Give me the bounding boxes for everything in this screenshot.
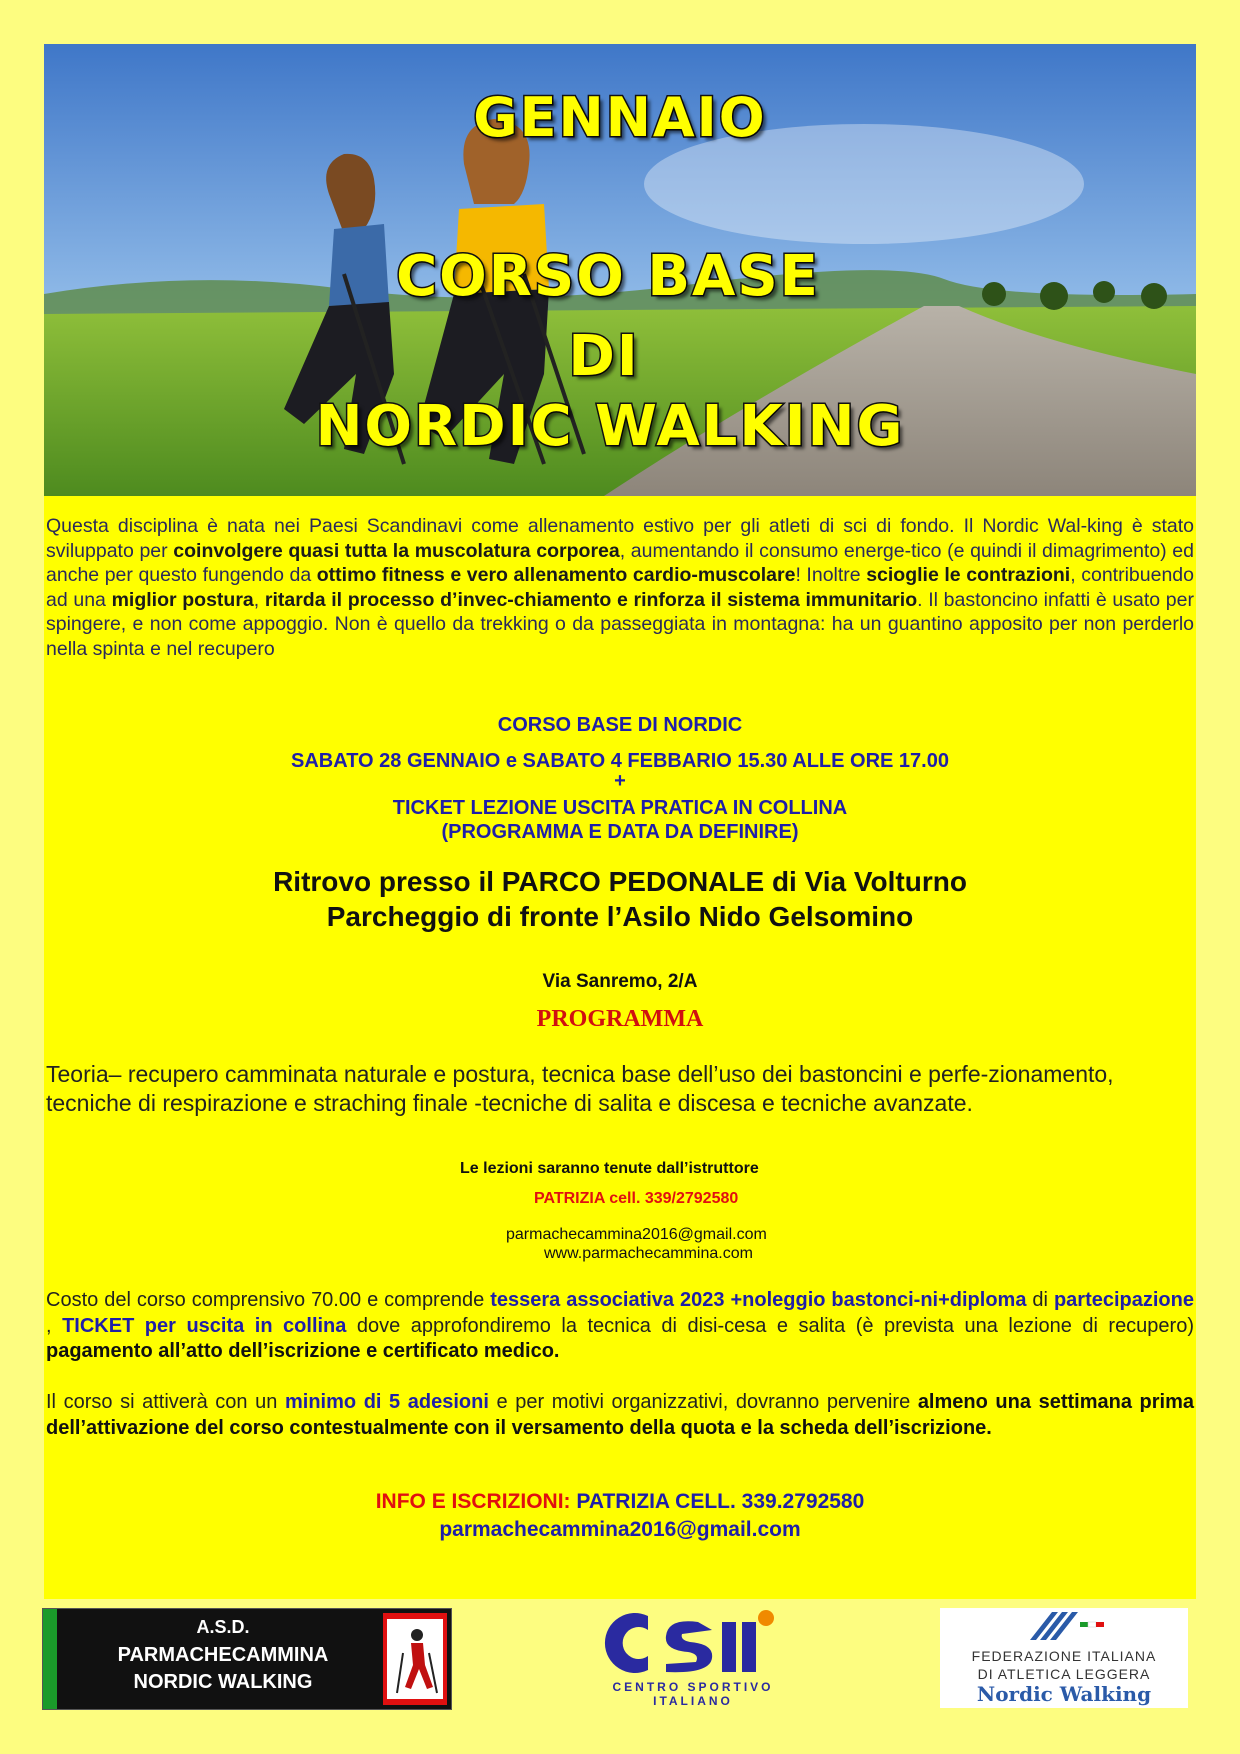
meeting-address: Via Sanremo, 2/A — [542, 971, 698, 992]
fidal-line2: DI ATLETICA LEGGERA — [977, 1666, 1151, 1682]
intro-text: , aumentando il consumo energe-tico (e quindi il dimagrimento) ed anche per questo fungendo da — [46, 539, 1195, 586]
csi-emblem-icon — [588, 1608, 788, 1678]
activation-bold: almeno una settimana prima dell’attivazione del corso contestualmente con il versamento della quota e la scheda dell’iscrizione. — [46, 1391, 1194, 1439]
info-line — [44, 1490, 1196, 1514]
activation-text: Il corso si attiverà con un — [46, 1391, 285, 1413]
cost-text: dove approfondiremo la tecnica di disi-cesa e salita (è prevista una lezione di recupero) — [346, 1314, 1194, 1337]
activation-paragraph — [46, 1390, 1194, 1441]
instructor-website: www.parmachecammina.com — [544, 1245, 753, 1262]
hero-title-month: GENNAIO — [473, 86, 767, 149]
cost-highlight: TICKET per uscita in collina — [62, 1314, 347, 1337]
programma-heading: PROGRAMMA — [536, 1006, 704, 1032]
asd-line2: PARMACHECAMMINA — [117, 1644, 329, 1666]
intro-text: ! Inoltre — [795, 564, 867, 586]
intro-bold: ritarda il processo d’invec-chiamento e rinforza il sistema immunitario — [264, 588, 918, 611]
hero-banner — [44, 44, 1196, 496]
italian-flag-stripe — [43, 1609, 57, 1709]
cost-paragraph — [46, 1288, 1194, 1365]
meeting-line2: Parcheggio di fronte l’Asilo Nido Gelsomino — [326, 901, 914, 932]
intro-text: , contribuendo ad una — [46, 564, 1194, 611]
hero-title-line3: DI — [568, 324, 640, 389]
intro-bold: ottimo fitness e vero allenamento cardio-muscolare — [316, 564, 796, 586]
csi-text: CENTRO SPORTIVO ITALIANO — [612, 1680, 774, 1708]
asd-logo — [42, 1608, 452, 1710]
intro-text: . Il bastoncino infatti è usato per spingere, e non come appoggio. Non è quello da trekking o da passeggiata in montagna: ha un guantino apposito per non perderlo nella spinta e nel recupero — [46, 588, 1194, 660]
instructor-name-phone: PATRIZIA cell. 339/2792580 — [534, 1190, 739, 1207]
cost-highlight: tessera associativa 2023 +noleggio bastonci-ni+diploma — [490, 1289, 1027, 1311]
cost-highlight: partecipazione — [1053, 1289, 1194, 1311]
logo-strip — [0, 1600, 1240, 1754]
hero-title-line2: CORSO BASE — [396, 244, 820, 309]
course-ticket: TICKET LEZIONE USCITA PRATICA IN COLLINA — [392, 797, 848, 819]
info-email: parmachecammina2016@gmail.com — [439, 1518, 801, 1541]
flyer-panel — [44, 44, 1196, 1599]
intro-bold: coinvolgere quasi tutta la muscolatura corporea — [173, 539, 620, 562]
cost-text: , — [46, 1314, 63, 1337]
info-label: INFO E ISCRIZIONI: — [375, 1490, 571, 1513]
asd-line3: NORDIC WALKING — [133, 1671, 313, 1693]
fidal-line1: FEDERAZIONE ITALIANA — [971, 1648, 1157, 1664]
fidal-logo — [940, 1608, 1188, 1708]
course-dates: SABATO 28 GENNAIO e SABATO 4 FEBBARIO 15.30 ALLE ORE 17.00 — [291, 750, 949, 772]
cost-text: di — [1026, 1289, 1054, 1311]
activation-highlight: minimo di 5 adesioni — [284, 1391, 489, 1413]
meeting-line1: Ritrovo presso il PARCO PEDONALE di Via Volturno — [273, 866, 967, 897]
instructor-email: parmachecammina2016@gmail.com — [506, 1226, 767, 1243]
course-plus: + — [614, 770, 626, 792]
programma-text: Teoria– recupero camminata naturale e postura, tecnica base dell’uso dei bastoncini e perfe-zionamento, tecniche di respirazione e straching finale -tecniche di salita e discesa e tecniche avanzate. — [46, 1061, 1114, 1116]
intro-bold: miglior postura — [111, 588, 254, 611]
course-title: CORSO BASE DI NORDIC — [497, 714, 743, 736]
hero-title-line4: NORDIC WALKING — [315, 394, 905, 459]
cost-text: Costo del corso comprensivo 70.00 e comprende — [46, 1289, 491, 1311]
asd-line1: A.S.D. — [196, 1617, 250, 1637]
info-contact: PATRIZIA CELL. 339.2792580 — [576, 1490, 865, 1513]
intro-bold: scioglie le contrazioni — [866, 564, 1071, 586]
activation-text: e per motivi organizzativi, dovranno pervenire — [488, 1391, 918, 1413]
fidal-emblem-icon — [940, 1608, 1188, 1644]
walker-badge-icon — [383, 1613, 447, 1705]
csi-logo — [588, 1608, 788, 1708]
intro-text: Questa disciplina è nata nei Paesi Scandinavi come allenamento estivo per gli atleti di sci di fondo. Il Nordic Wal-king è stato sviluppato per — [46, 515, 1194, 562]
cost-bold: pagamento all’atto dell’iscrizione e certificato medico. — [46, 1340, 560, 1362]
course-program-tbd: (PROGRAMMA E DATA DA DEFINIRE) — [441, 821, 799, 843]
intro-text: , — [253, 588, 265, 611]
instructor-intro: Le lezioni saranno tenute dall’istruttore — [460, 1160, 759, 1177]
intro-paragraph — [46, 514, 1194, 661]
fidal-line3: Nordic Walking — [976, 1682, 1152, 1706]
